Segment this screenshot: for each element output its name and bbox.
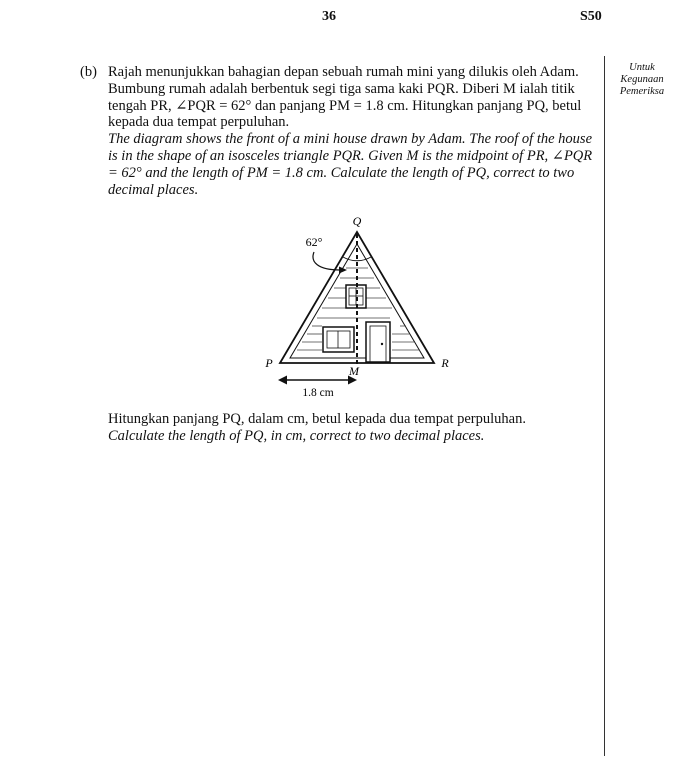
calculation-text-english: Calculate the length of PQ, in cm, correct to two decimal places. bbox=[108, 427, 485, 444]
midpoint-label-m: M bbox=[349, 364, 359, 378]
vertex-label-r: R bbox=[441, 356, 449, 370]
page-number: 36 bbox=[322, 9, 336, 24]
question-block bbox=[108, 64, 596, 198]
measurement-arrowhead-left bbox=[278, 376, 287, 385]
calculation-text-malay: Hitungkan panjang PQ, dalam cm, betul kepada dua tempat perpuluhan. bbox=[108, 411, 526, 427]
question-text-malay: Rajah menunjukkan bahagian depan sebuah rumah mini yang dilukis oleh Adam. Bumbung rumah adalah berbentuk segi tiga sama kaki PQR. Diberi M ialah titik tengah PR, ∠PQR = 62° dan panjang PM = 1.8 cm. Hitungkan panjang PQ, betul kepada dua tempat perpuluhan. bbox=[108, 64, 582, 131]
house-diagram bbox=[240, 208, 480, 408]
length-label: 1.8 cm bbox=[302, 387, 334, 399]
vertex-label-q: Q bbox=[352, 214, 362, 228]
vertex-label-p: P bbox=[265, 356, 273, 370]
house-diagram-svg bbox=[240, 208, 480, 408]
examiner-line-1: Untuk bbox=[629, 62, 655, 73]
examiner-line-3: Pemeriksa bbox=[619, 86, 665, 97]
door-knob bbox=[381, 343, 383, 345]
examiner-margin-rule bbox=[604, 56, 605, 756]
angle-label: 62° bbox=[305, 235, 323, 249]
examiner-line-2: Kegunaan bbox=[620, 74, 664, 85]
calculation-instruction bbox=[108, 411, 596, 445]
question-text-english: The diagram shows the front of a mini house drawn by Adam. The roof of the house is in the shape of an isosceles triangle PQR. Given M is the midpoint of PR, ∠PQR = 62° and the length of PM = 1.8 cm. Calculate the length of PQ, correct to two decimal places. bbox=[108, 131, 593, 198]
question-part-label: (b) bbox=[80, 64, 97, 80]
paper-code: S50 bbox=[580, 9, 602, 24]
examiner-use-box bbox=[610, 62, 674, 98]
